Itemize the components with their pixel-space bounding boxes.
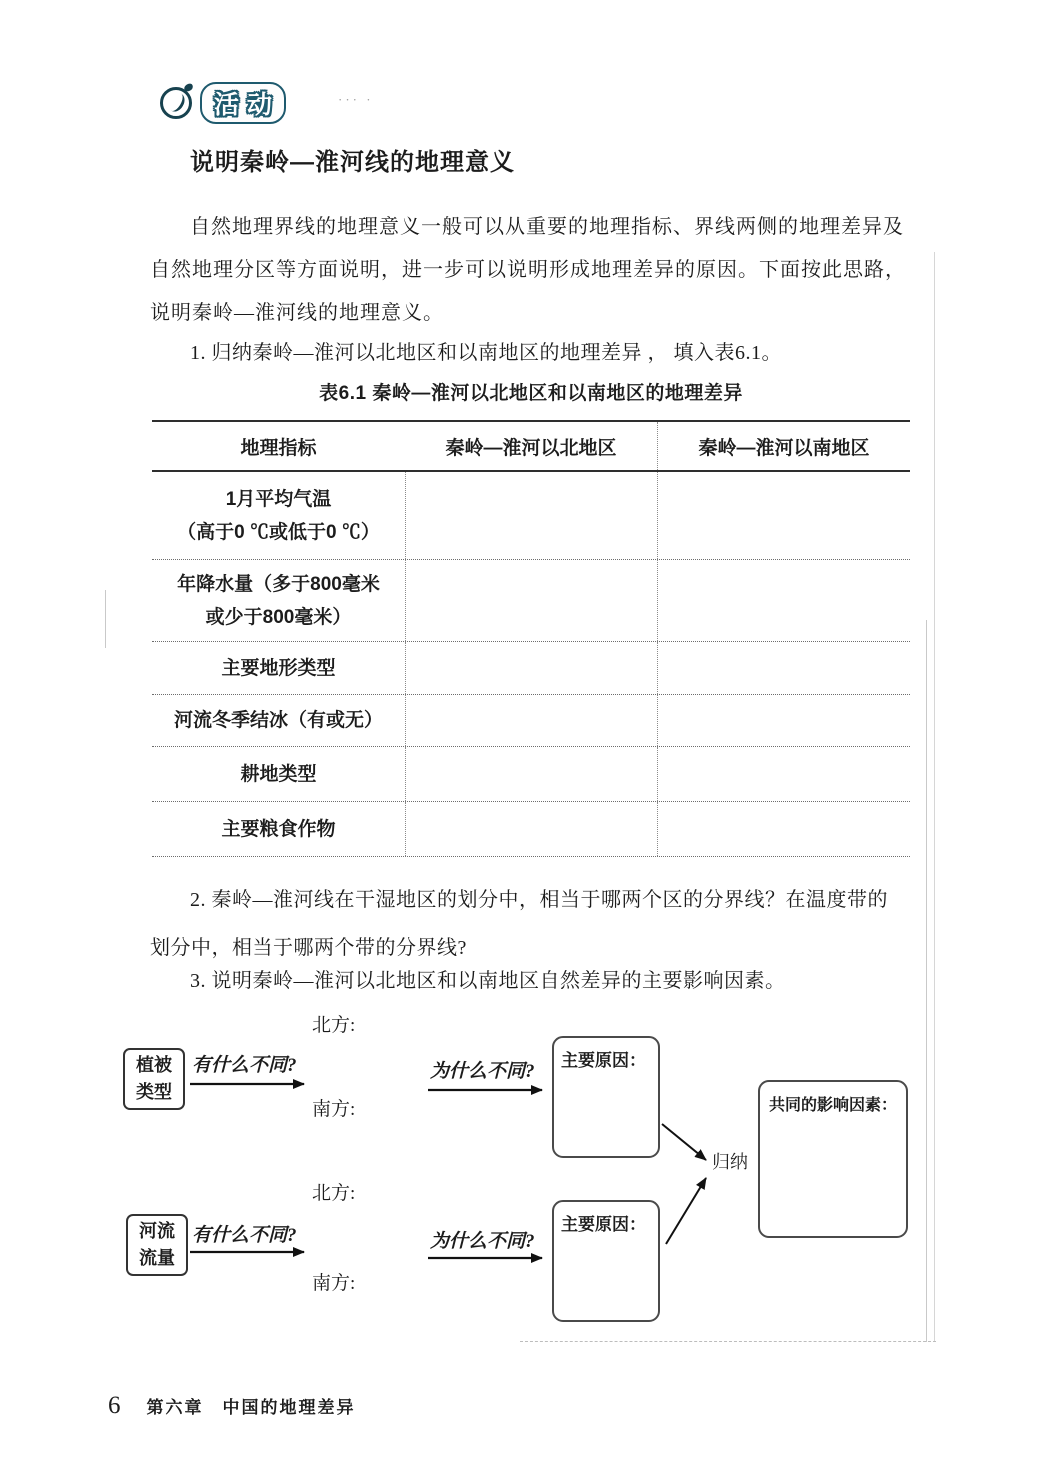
why-different-label-vegetation: 为什么不同? — [430, 1061, 535, 1082]
table-cell-south — [657, 802, 910, 856]
table-cell-north — [405, 560, 657, 641]
task-item-1: 1. 归纳秦岭—淮河以北地区和以南地区的地理差异 ， 填入表6.1。 — [190, 342, 782, 364]
row-label-landform: 主要地形类型 — [221, 657, 336, 679]
intro-line-3: 说明秦岭—淮河线的地理意义。 — [150, 302, 444, 324]
table-row — [152, 642, 910, 695]
row-label-farmland-type: 耕地类型 — [240, 763, 317, 785]
table-header-north: 秦岭—淮河以北地区 — [445, 437, 617, 459]
intro-paragraph — [150, 206, 918, 335]
table-cell-south — [657, 747, 910, 801]
task-item-3: 3. 说明秦岭—淮河以北地区和以南地区自然差异的主要影响因素。 — [190, 970, 786, 992]
row-label-river-freeze: 河流冬季结冰（有或无） — [173, 710, 383, 731]
task-item-2 — [150, 876, 918, 972]
task-item-2-line-2: 划分中，相当于哪两个带的分界线? — [150, 937, 467, 959]
what-different-label-river: 有什么不同? — [192, 1225, 297, 1246]
page-footer — [108, 1392, 356, 1420]
activity-badge-label: 活动 — [200, 82, 286, 124]
north-label-river: 北方: — [312, 1183, 356, 1204]
factor-diagram — [0, 1000, 1043, 1350]
north-label-vegetation: 北方: — [312, 1015, 356, 1036]
table-row — [152, 747, 910, 802]
table-header-row — [152, 422, 910, 472]
vegetation-type-box: 植被 类型 — [123, 1048, 185, 1110]
table-cell-south — [657, 560, 910, 641]
scan-artifact — [926, 620, 927, 1342]
river-flow-box: 河流 流量 — [126, 1214, 188, 1276]
table-cell-south — [657, 642, 910, 694]
globe-sprout-icon — [160, 87, 192, 119]
task-item-2-line-1: 2. 秦岭—淮河线在干湿地区的划分中，相当于哪两个区的分界线？在温度带的 — [190, 889, 888, 911]
what-different-label-vegetation: 有什么不同? — [192, 1055, 297, 1076]
scan-artifact — [520, 1341, 936, 1342]
south-label-river: 南方: — [312, 1273, 356, 1294]
scan-artifact — [934, 252, 935, 1342]
table-cell-north — [405, 472, 657, 559]
table-cell-north — [405, 747, 657, 801]
row-label-temperature: 1月平均气温 （高于0 ℃或低于0 ℃） — [177, 488, 380, 543]
table-cell-north — [405, 802, 657, 856]
scan-mark: ··· · — [338, 92, 374, 107]
page-number: 6 — [108, 1392, 121, 1419]
summarize-label: 归纳 — [712, 1152, 748, 1172]
table-cell-south — [657, 695, 910, 746]
table-cell-south — [657, 472, 910, 559]
table-row — [152, 695, 910, 747]
table-header-indicator: 地理指标 — [240, 437, 317, 459]
main-reason-box-vegetation: 主要原因： — [552, 1036, 660, 1158]
intro-line-1: 自然地理界线的地理意义一般可以从重要的地理指标、界线两侧的地理差异及 — [190, 216, 904, 238]
table-header-south: 秦岭—淮河以南地区 — [657, 422, 910, 470]
section-title: 说明秦岭—淮河线的地理意义 — [190, 149, 515, 176]
table-cell-north — [405, 695, 657, 746]
activity-badge — [160, 82, 286, 124]
table-caption: 表6.1 秦岭—淮河以北地区和以南地区的地理差异 — [319, 383, 743, 404]
south-label-vegetation: 南方: — [312, 1099, 356, 1120]
table-6-1 — [152, 420, 910, 857]
why-different-label-river: 为什么不同? — [430, 1231, 535, 1252]
main-reason-box-river: 主要原因： — [552, 1200, 660, 1322]
row-label-grain-crops: 主要粮食作物 — [221, 818, 336, 840]
scan-artifact — [105, 590, 106, 648]
intro-line-2: 自然地理分区等方面说明，进一步可以说明形成地理差异的原因。下面按此思路， — [150, 259, 906, 281]
table-row — [152, 472, 910, 560]
chapter-title: 第六章 中国的地理差异 — [146, 1398, 356, 1417]
table-cell-north — [405, 642, 657, 694]
common-factor-box: 共同的影响因素： — [758, 1080, 908, 1238]
row-label-precipitation: 年降水量（多于800毫米 或少于800毫米） — [177, 573, 380, 628]
table-row — [152, 560, 910, 642]
table-row — [152, 802, 910, 857]
